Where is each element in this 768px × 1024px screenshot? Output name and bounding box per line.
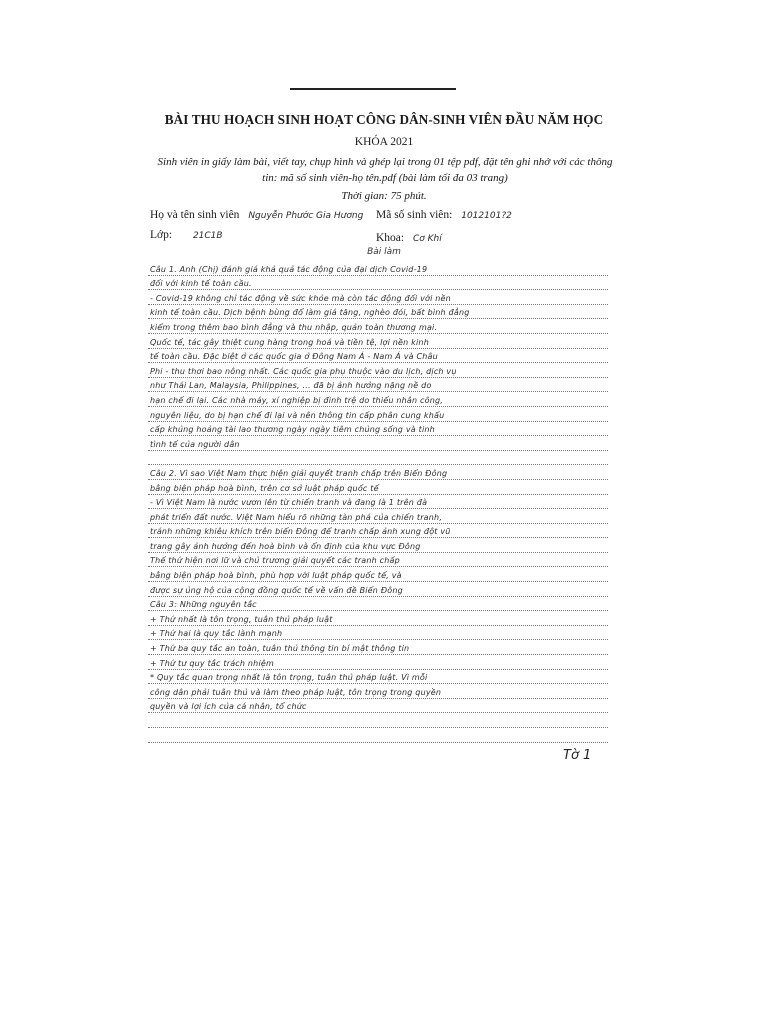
answer-line [148, 509, 608, 524]
answer-line-text: + Thứ tư quy tắc trách nhiệm [150, 658, 274, 668]
answer-line [148, 261, 608, 276]
answer-line-text: phát triển đất nước. Việt Nam hiểu rõ những tàn phá của chiến tranh, [150, 512, 443, 522]
cohort-label: KHÓA 2021 [354, 136, 414, 148]
answer-line [148, 582, 608, 597]
time-limit: Thời gian: 75 phút. [341, 190, 427, 202]
student-id-value: 1012101?2 [461, 211, 512, 221]
answer-line [148, 684, 608, 699]
faculty-field [376, 232, 442, 244]
answer-line [148, 305, 608, 320]
answer-line-text: + Thứ ba quy tắc an toàn, tuân thủ thông tin bí mật thông tin [150, 644, 410, 654]
answer-line-text: trang gây ảnh hưởng đến hoà bình và ổn định của khu vực Đông [150, 541, 421, 551]
answer-line-text: được sự ủng hộ của cộng đồng quốc tế về vấn đề Biển Đông [150, 585, 403, 595]
student-name-label: Họ và tên sinh viên [150, 209, 240, 221]
answer-line-text: Thế thứ hiện nơi lữ và chủ trương giải quyết các tranh chấp [150, 556, 400, 566]
student-id-label: Mã số sinh viên: [376, 209, 453, 221]
answer-line [148, 392, 608, 407]
answer-line [148, 436, 608, 451]
answer-line [148, 465, 608, 480]
class-label: Lớp: [150, 229, 173, 241]
answer-line-text: tình tế của người dân [150, 439, 240, 449]
answer-line [148, 378, 608, 393]
answer-line-text: Câu 3: Những nguyên tắc [150, 600, 257, 610]
answer-line-text: kiểm trong thêm bao bình đẳng và thu nhập, quản toàn thương mại. [150, 322, 438, 332]
answer-line-text: * Quy tắc quan trọng nhất là tôn trọng, tuân thủ pháp luật. Vì mỗi [150, 673, 428, 683]
answer-line-text: Quốc tế, tác gây thiệt cung hàng trong hoá và tiền tệ, lợi nền kinh [150, 337, 429, 347]
answer-line [148, 480, 608, 495]
answer-line [148, 276, 608, 291]
answer-line-text: tránh những khiêu khích trên biển Đông để tranh chấp ảnh xung đột vũ [150, 527, 451, 537]
answer-lines [148, 261, 608, 743]
answer-line-text: kinh tế toàn cầu. Dịch bệnh bùng đổ làm giá tăng, nghèo đói, bất bình đẳng [150, 308, 470, 318]
class-value: 21C1B [192, 231, 223, 241]
answer-line [148, 611, 608, 626]
answer-line-text: tế toàn cầu. Đặc biệt ở các quốc gia ở Đông Nam Á - Nam Á và Châu [150, 352, 438, 362]
student-name-field [150, 209, 363, 221]
answer-line-text: cấp khủng hoảng tài lao thương ngày ngày tiêm chủng sống và tinh [150, 425, 435, 435]
answer-line-text: + Thứ nhất là tôn trọng, tuân thủ pháp luật [150, 614, 333, 624]
answer-line [148, 363, 608, 378]
answer-line-text: Phi - thu thơi bao nông nhất. Các quốc gia phụ thuộc vào du lịch, dịch vụ [150, 366, 457, 376]
answer-line-text: bằng biện pháp hoà bình, trên cơ sở luật pháp quốc tế [150, 483, 379, 493]
answer-line [148, 553, 608, 568]
answer-line-text: Câu 1. Anh (Chị) đánh giá khả quả tác động của đại dịch Covid-19 [150, 264, 428, 274]
page-mark: Tờ 1 [563, 748, 592, 763]
answer-line-text: quyền và lợi ích của cá nhân, tổ chức [150, 702, 307, 712]
answer-line-text: như Thái Lan, Malaysia, Philippines, ... đã bị ảnh hưởng nặng nề do [150, 381, 432, 391]
answer-line [148, 334, 608, 349]
answer-line [148, 699, 608, 714]
answer-line-text: nguyên liệu, do bị hạn chế đi lại và nên thông tin cấp phân cung khẩu [150, 410, 445, 420]
instructions-text: Sinh viên in giấy làm bài, viết tay, chụp hình và ghép lại trong 01 tệp pdf, đặt tên ghi nhớ với các thông tin: mã số sinh viên-họ tên.pdf (bài làm tối đa 03 trang) [157, 156, 613, 184]
answer-line-text: đối với kinh tế toàn cầu. [150, 279, 252, 289]
answer-line [148, 422, 608, 437]
answer-line-text: - Covid-19 không chỉ tác động về sức khỏe mà còn tác động đối với nền [150, 293, 451, 303]
top-rule [290, 88, 456, 90]
answer-line [148, 451, 608, 466]
answer-line [148, 728, 608, 743]
answer-line [148, 524, 608, 539]
answer-line [148, 319, 608, 334]
student-name-value: Nguyễn Phước Gia Hương [248, 211, 364, 221]
answer-line [148, 495, 608, 510]
answer-heading: Bài làm [367, 247, 401, 257]
answer-line [148, 655, 608, 670]
answer-line [148, 713, 608, 728]
answer-line-text: bằng biện pháp hoà bình, phù hợp với luật pháp quốc tế, và [150, 571, 402, 581]
faculty-label: Khoa: [376, 232, 405, 244]
student-id-field [376, 209, 512, 221]
answer-line [148, 626, 608, 641]
answer-line-text: công dân phải tuân thủ và làm theo pháp luật, tôn trọng trong quyền [150, 687, 442, 697]
answer-line-text: hạn chế đi lại. Các nhà máy, xí nghiệp bị đình trệ do thiếu nhân công, [150, 395, 444, 405]
answer-line [148, 349, 608, 364]
faculty-value: Cơ Khí [412, 234, 442, 244]
class-field [150, 229, 223, 241]
document-title: BÀI THU HOẠCH SINH HOẠT CÔNG DÂN-SINH VIÊN ĐẦU NĂM HỌC [164, 112, 604, 127]
answer-line [148, 567, 608, 582]
answer-line [148, 538, 608, 553]
answer-line [148, 640, 608, 655]
answer-line-text: - Vì Việt Nam là nước vươn lên từ chiến tranh và đang là 1 trên đà [150, 498, 428, 508]
answer-line [148, 670, 608, 685]
answer-line [148, 597, 608, 612]
answer-line-text: Câu 2. Vì sao Việt Nam thực hiện giải quyết tranh chấp trên Biển Đông [150, 468, 448, 478]
answer-line-text: + Thứ hai là quy tắc lành mạnh [150, 629, 283, 639]
answer-line [148, 290, 608, 305]
answer-line [148, 407, 608, 422]
